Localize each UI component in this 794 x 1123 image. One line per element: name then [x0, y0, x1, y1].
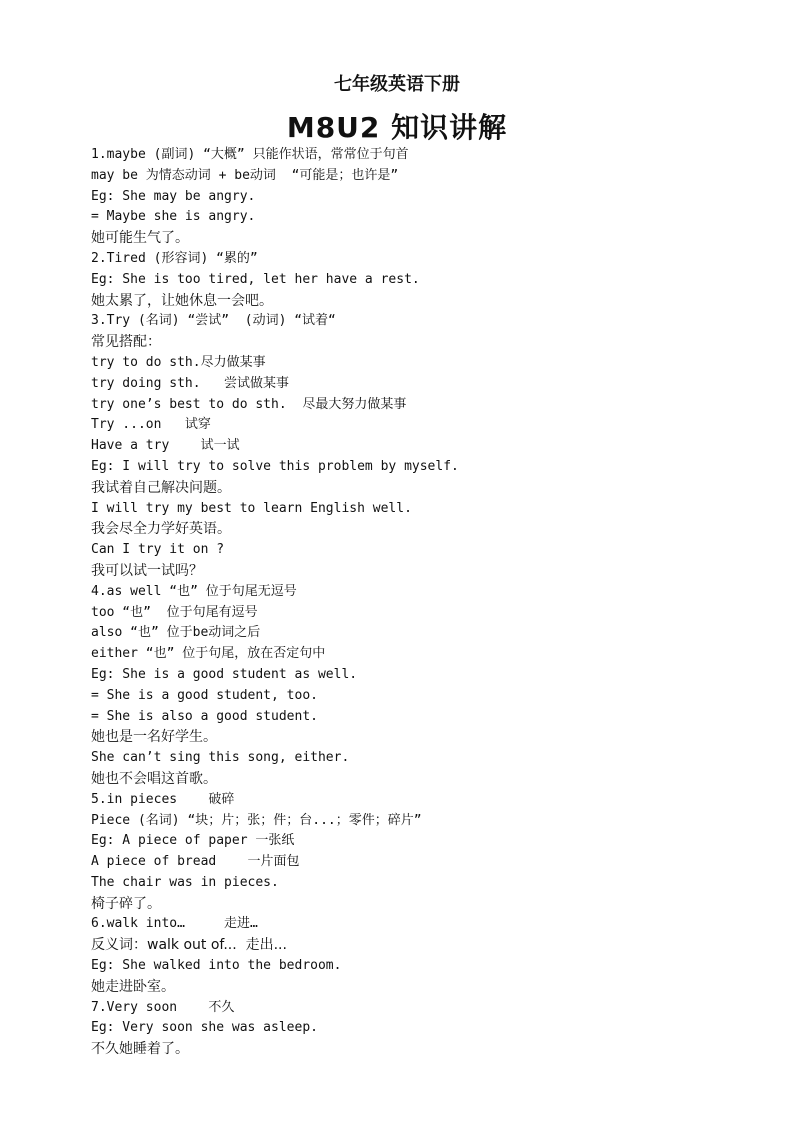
body-line: 常见搭配： — [91, 334, 161, 351]
body-line: may be 为情态动词 + be动词 “可能是；也许是” — [91, 167, 399, 183]
body-line: 她太累了，让她休息一会吧。 — [91, 292, 273, 309]
document-body — [91, 145, 771, 1060]
title-text: M8U2 知识讲解 — [286, 111, 508, 144]
body-line: Eg: I will try to solve this problem by myself. — [91, 458, 459, 474]
body-line: try to do sth.尽力做某事 — [91, 354, 266, 370]
body-line: 7.Very soon 不久 — [91, 999, 235, 1015]
body-line: 我试着自己解决问题。 — [91, 479, 231, 496]
body-line: 4.as well “也” 位于句尾无逗号 — [91, 583, 297, 599]
body-line: Eg: She walked into the bedroom. — [91, 958, 342, 974]
body-line: The chair was in pieces. — [91, 874, 279, 890]
body-line: = She is also a good student. — [91, 708, 318, 724]
body-line: = Maybe she is angry. — [91, 209, 256, 225]
body-line: 2.Tired (形容词) “累的” — [91, 250, 258, 266]
body-line: Eg: She is a good student as well. — [91, 666, 358, 682]
body-line: 她也是一名好学生。 — [91, 729, 217, 746]
body-line: 她也不会唱这首歌。 — [91, 770, 217, 787]
body-line: Have a try 试一试 — [91, 438, 240, 454]
body-line: also “也” 位于be动词之后 — [91, 625, 261, 641]
body-line: 椅子碎了。 — [91, 895, 161, 912]
body-line: 我会尽全力学好英语。 — [91, 521, 231, 538]
body-line: Can I try it on ? — [91, 542, 225, 558]
body-line: 反义词：walk out of... 走出... — [91, 937, 287, 954]
document-subtitle — [0, 70, 794, 96]
body-line: 她可能生气了。 — [91, 230, 189, 247]
body-line: Eg: She is too tired, let her have a rest. — [91, 271, 420, 287]
body-line: A piece of bread 一片面包 — [91, 854, 300, 870]
subtitle-text: 七年级英语下册 — [334, 74, 460, 95]
body-line: Eg: A piece of paper 一张纸 — [91, 833, 295, 849]
body-line: 1.maybe (副词) “大概” 只能作状语，常常位于句首 — [91, 147, 409, 162]
body-line: try one’s best to do sth. 尽最大努力做某事 — [91, 396, 407, 412]
body-line: 5.in pieces 破碎 — [91, 791, 235, 807]
body-line: Eg: She may be angry. — [91, 188, 256, 204]
body-line: 3.Try (名词) “尝试” (动词) “试着“ — [91, 313, 336, 329]
body-line: either “也” 位于句尾，放在否定句中 — [91, 646, 326, 662]
body-line: too “也” 位于句尾有逗号 — [91, 604, 258, 620]
body-line: try doing sth. 尝试做某事 — [91, 375, 290, 391]
body-line: Try ...on 试穿 — [91, 417, 211, 433]
body-line: Piece (名词) “块；片；张；件；台...；零件；碎片” — [91, 812, 422, 828]
body-line: 我可以试一试吗？ — [91, 562, 203, 579]
body-line: 不久她睡着了。 — [91, 1041, 189, 1058]
body-line: 她走进卧室。 — [91, 978, 175, 995]
body-line: She can’t sing this song, either. — [91, 750, 350, 766]
body-line: Eg: Very soon she was asleep. — [91, 1020, 318, 1036]
document-title — [0, 106, 794, 146]
body-line: = She is a good student, too. — [91, 687, 318, 703]
body-line: I will try my best to learn English well. — [91, 500, 412, 516]
body-line: 6.walk into… 走进… — [91, 916, 258, 932]
